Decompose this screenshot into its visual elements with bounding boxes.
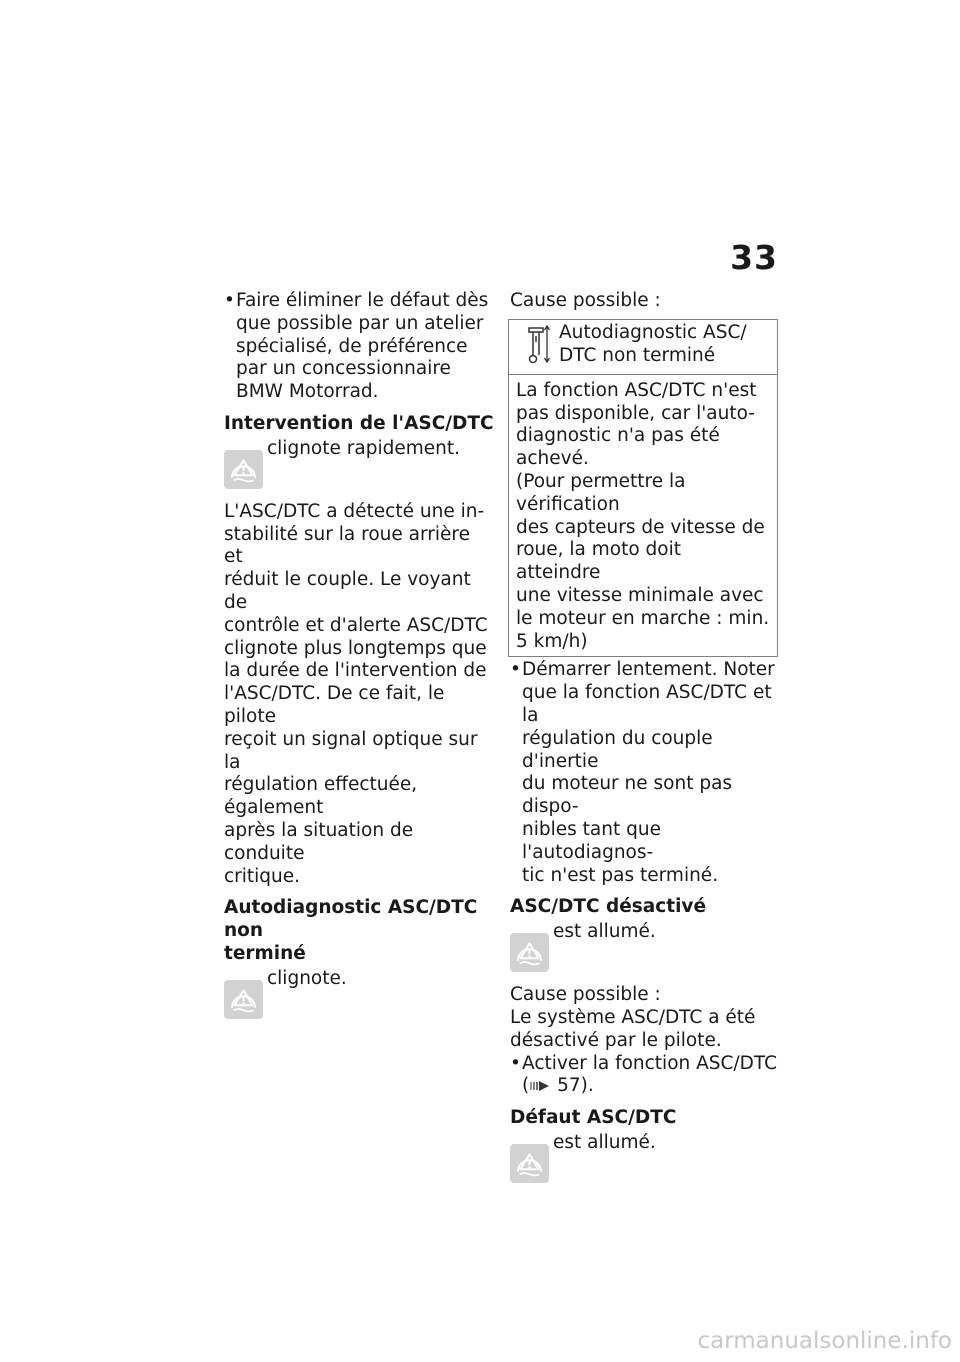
left-column — [224, 290, 494, 1031]
defaut-status-text: est allumé. — [553, 1131, 656, 1153]
desactive-indicator — [510, 921, 780, 972]
autodiagnostic-indicator — [224, 968, 494, 1019]
bullet-activer-text: Activer la fonction ASC/DTC ( — [522, 1052, 778, 1097]
intervention-indicator — [224, 438, 494, 489]
asc-dtc-warning-icon — [510, 1144, 549, 1183]
asc-dtc-warning-icon — [510, 933, 549, 972]
heading-defaut: Défaut ASC/DTC — [510, 1107, 677, 1129]
wrench-gauge-icon — [515, 322, 553, 368]
page-reference-arrow-icon[interactable] — [529, 1079, 551, 1093]
defaut-indicator — [510, 1132, 780, 1183]
cause-label: Cause possible : — [510, 290, 661, 311]
intervention-status-text: clignote rapidement. — [267, 437, 460, 459]
autodiagnostic-status-text: clignote. — [267, 967, 347, 989]
bullet-activer — [510, 1053, 780, 1099]
asc-dtc-warning-icon — [224, 450, 263, 489]
info-box-body: La fonction ASC/DTC n'est pas disponible, car l'auto- diagnostic n'a pas été achevé. (Pour permettre la vérification des capteurs de vitesse de roue, la moto doit atteindre une vitesse minimale avec le moteur en marche : min. 5 km/h) — [516, 379, 770, 652]
info-box-header — [509, 320, 777, 375]
intervention-description: L'ASC/DTC a détecté une in- stabilité sur la roue arrière et réduit le couple. Le voyant de contrôle et d'alerte ASC/DTC clignote plus longtemps que la durée de l'intervention de l'ASC/DTC. De ce fait, le pilote reçoit un signal optique sur la régulation effectuée, également après la situation de conduite critique. — [224, 500, 488, 887]
bullet-eliminer-defaut: • Faire éliminer le défaut dès que possible par un atelier spécialisé, de préférence par un concessionnaire BMW Motorrad. — [224, 290, 494, 404]
watermark: carmanualsonline.info — [697, 1328, 952, 1354]
page-reference-link[interactable]: 57). — [557, 1075, 594, 1097]
cause-label: Cause possible : — [510, 984, 661, 1006]
heading-intervention: Intervention de l'ASC/DTC — [224, 412, 494, 434]
bullet-demarrer: • Démarrer lentement. Noter que la fonction ASC/DTC et la régulation du couple d'inertie du moteur ne sont pas dispo- nibles tant que l'autodiagnos- tic n'est pas terminé. — [510, 659, 780, 887]
asc-dtc-warning-icon — [224, 980, 263, 1019]
info-box-autodiagnostic — [508, 319, 778, 658]
desactive-description: Le système ASC/DTC a été désactivé par le pilote. — [510, 1006, 756, 1051]
heading-desactive: ASC/DTC désactivé — [510, 896, 707, 918]
right-column — [510, 290, 780, 1195]
info-box-title: Autodiagnostic ASC/ DTC non terminé — [559, 321, 747, 366]
heading-autodiagnostic: Autodiagnostic ASC/DTC non terminé — [224, 897, 478, 964]
desactive-status-text: est allumé. — [553, 921, 656, 943]
page-number: 33 — [730, 238, 778, 277]
